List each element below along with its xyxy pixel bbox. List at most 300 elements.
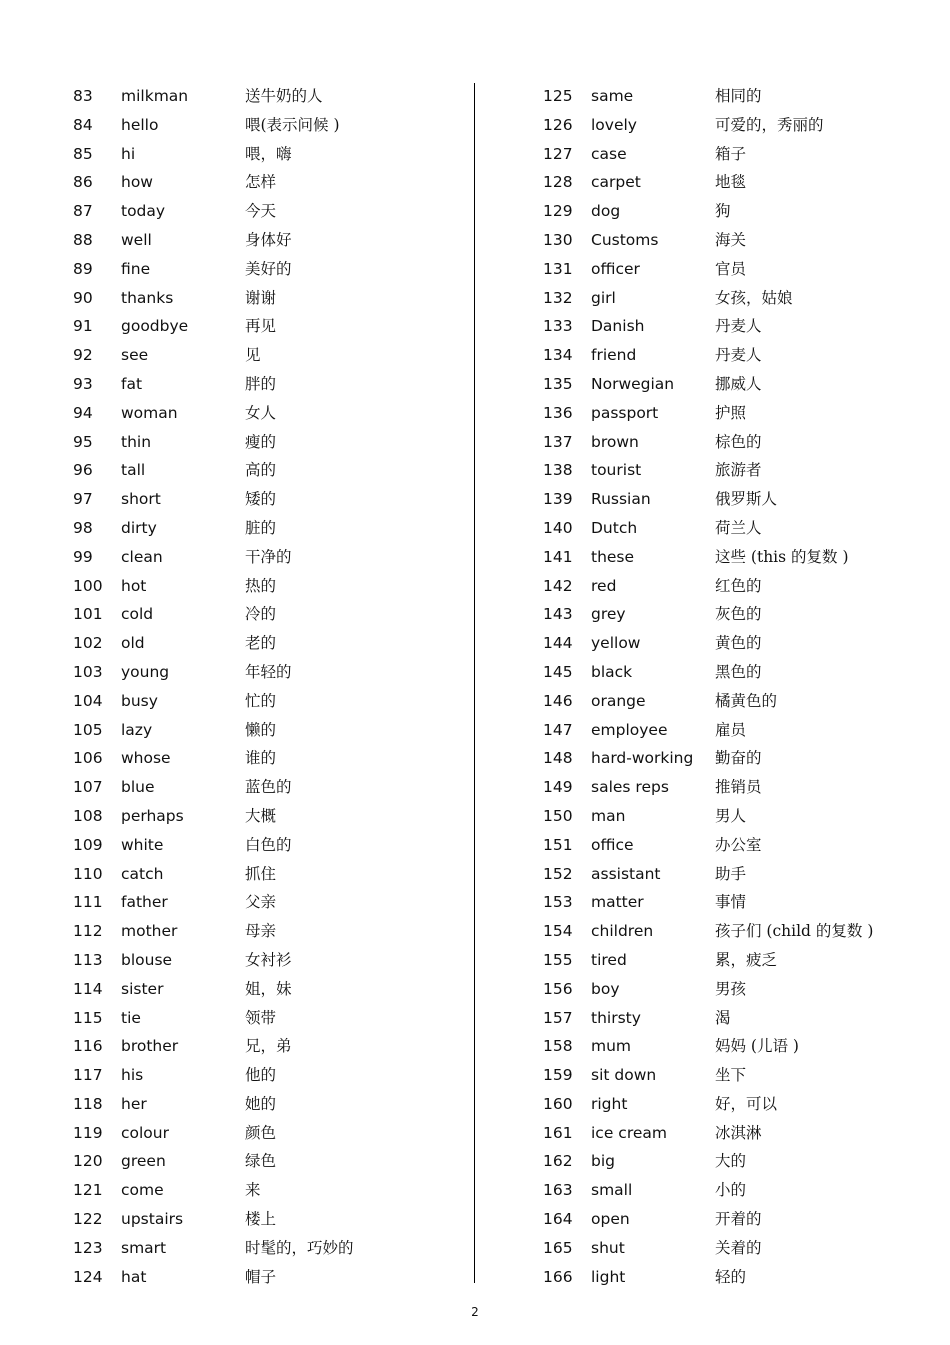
entry-number: 87 [73, 202, 93, 221]
vocab-row [73, 831, 453, 860]
vocab-row [543, 399, 933, 428]
vocab-row [73, 514, 453, 543]
entry-number: 134 [543, 346, 573, 365]
entry-number: 146 [543, 691, 573, 710]
chinese-meaning: 蓝色的 [245, 778, 292, 797]
entry-number: 104 [73, 691, 103, 710]
english-word: sister [121, 979, 164, 998]
chinese-meaning: 孩子们 (child 的复数 ) [715, 922, 874, 941]
english-word: open [591, 1210, 630, 1229]
entry-number: 155 [543, 950, 573, 969]
english-word: Danish [591, 317, 645, 336]
vocab-row [73, 1032, 453, 1061]
chinese-meaning: 懒的 [245, 720, 277, 739]
vocab-row [543, 1032, 933, 1061]
entry-number: 90 [73, 288, 93, 307]
english-word: goodbye [121, 317, 189, 336]
english-word: thirsty [591, 1008, 641, 1027]
english-word: tourist [591, 461, 642, 480]
english-word: colour [121, 1123, 169, 1142]
chinese-meaning: 可爱的，秀丽的 [715, 115, 824, 134]
chinese-meaning: 喂，嗨 [245, 144, 292, 163]
vocab-row [73, 572, 453, 601]
chinese-meaning: 颜色 [245, 1123, 277, 1142]
chinese-meaning: 姐，妹 [245, 979, 292, 998]
english-word: cold [121, 605, 154, 624]
chinese-meaning: 小的 [715, 1181, 747, 1200]
entry-number: 129 [543, 202, 573, 221]
english-word: same [591, 87, 634, 105]
entry-number: 121 [73, 1181, 103, 1200]
english-word: dirty [121, 518, 157, 537]
vocab-row [543, 1176, 933, 1205]
english-word: yellow [591, 634, 641, 653]
entry-number: 97 [73, 490, 93, 509]
english-word: green [121, 1152, 166, 1171]
entry-number: 86 [73, 173, 93, 192]
english-word: white [121, 835, 164, 854]
entry-number: 147 [543, 720, 573, 739]
entry-number: 111 [73, 893, 103, 912]
chinese-meaning: 忙的 [245, 691, 277, 710]
entry-number: 163 [543, 1181, 573, 1200]
english-word: these [591, 547, 635, 566]
vocab-row [73, 197, 453, 226]
chinese-meaning: 挪威人 [715, 374, 762, 393]
chinese-meaning: 领带 [245, 1008, 277, 1027]
entry-number: 165 [543, 1238, 573, 1257]
entry-number: 94 [73, 403, 93, 422]
entry-number: 156 [543, 979, 573, 998]
vocab-row [543, 600, 933, 629]
english-word: old [121, 634, 145, 653]
chinese-meaning: 美好的 [245, 259, 292, 278]
english-word: hat [121, 1267, 147, 1286]
entry-number: 117 [73, 1066, 103, 1085]
vocab-row [543, 514, 933, 543]
chinese-meaning: 办公室 [715, 835, 762, 854]
chinese-meaning: 父亲 [245, 893, 277, 912]
entry-number: 164 [543, 1210, 573, 1229]
vocab-row [543, 1205, 933, 1234]
english-word: shut [591, 1238, 625, 1257]
english-word: hi [121, 144, 136, 163]
entry-number: 96 [73, 461, 93, 480]
page-number: 2 [471, 1305, 479, 1319]
vocab-row [73, 600, 453, 629]
vocab-row [543, 658, 933, 687]
english-word: young [121, 662, 170, 681]
chinese-meaning: 抓住 [245, 864, 277, 883]
chinese-meaning: 推销员 [715, 778, 762, 797]
entry-number: 144 [543, 634, 573, 653]
chinese-meaning: 谁的 [245, 749, 277, 768]
english-word: case [591, 144, 627, 163]
vocab-row [543, 255, 933, 284]
chinese-meaning: 男孩 [715, 979, 747, 998]
english-word: tall [121, 461, 146, 480]
vocab-row [73, 370, 453, 399]
chinese-meaning: 大的 [715, 1152, 747, 1171]
entry-number: 137 [543, 432, 573, 451]
vocab-row [543, 312, 933, 341]
entry-number: 83 [73, 87, 93, 105]
entry-number: 166 [543, 1267, 573, 1286]
chinese-meaning: 见 [245, 346, 261, 365]
entry-number: 143 [543, 605, 573, 624]
english-word: sit down [591, 1066, 657, 1085]
chinese-meaning: 轻的 [715, 1267, 747, 1286]
chinese-meaning: 女人 [245, 403, 277, 422]
chinese-meaning: 再见 [245, 317, 277, 336]
chinese-meaning: 狗 [715, 202, 731, 221]
entry-number: 93 [73, 374, 93, 393]
chinese-meaning: 荷兰人 [715, 518, 762, 537]
english-word: thin [121, 432, 152, 451]
chinese-meaning: 关着的 [715, 1238, 762, 1257]
vocab-row [543, 572, 933, 601]
chinese-meaning: 冰淇淋 [715, 1123, 762, 1142]
english-word: light [591, 1267, 626, 1286]
vocab-row [543, 197, 933, 226]
english-word: mother [121, 922, 178, 941]
english-word: employee [591, 720, 668, 739]
entry-number: 122 [73, 1210, 103, 1229]
chinese-meaning: 棕色的 [715, 432, 762, 451]
entry-number: 136 [543, 403, 573, 422]
vocab-row [73, 168, 453, 197]
entry-number: 139 [543, 490, 573, 509]
english-word: ice cream [591, 1123, 667, 1142]
entry-number: 162 [543, 1152, 573, 1171]
entry-number: 124 [73, 1267, 103, 1286]
chinese-meaning: 男人 [715, 806, 747, 825]
english-word: perhaps [121, 806, 184, 825]
entry-number: 131 [543, 259, 573, 278]
column-divider [474, 83, 475, 1283]
english-word: see [121, 346, 149, 365]
entry-number: 152 [543, 864, 573, 883]
english-word: smart [121, 1238, 167, 1257]
english-word: whose [121, 749, 171, 768]
entry-number: 102 [73, 634, 103, 653]
vocab-row [73, 802, 453, 831]
entry-number: 101 [73, 605, 103, 624]
vocab-row [73, 456, 453, 485]
entry-number: 120 [73, 1152, 103, 1171]
chinese-meaning: 红色的 [715, 576, 762, 595]
vocab-row [73, 744, 453, 773]
entry-number: 116 [73, 1037, 103, 1056]
vocab-row [73, 1234, 453, 1263]
entry-number: 150 [543, 806, 573, 825]
entry-number: 113 [73, 950, 103, 969]
english-word: orange [591, 691, 646, 710]
chinese-meaning: 白色的 [245, 835, 292, 854]
chinese-meaning: 怎样 [245, 173, 277, 192]
english-word: Dutch [591, 518, 638, 537]
vocab-row [73, 1263, 453, 1292]
entry-number: 118 [73, 1094, 103, 1113]
chinese-meaning: 好，可以 [715, 1094, 778, 1113]
chinese-meaning: 俄罗斯人 [715, 490, 778, 509]
entry-number: 91 [73, 317, 93, 336]
chinese-meaning: 干净的 [245, 547, 292, 566]
vocab-row [543, 1090, 933, 1119]
chinese-meaning: 黑色的 [715, 662, 762, 681]
chinese-meaning: 楼上 [245, 1210, 277, 1229]
vocab-row [73, 226, 453, 255]
vocab-row [543, 946, 933, 975]
vocab-row [543, 428, 933, 457]
entry-number: 114 [73, 979, 103, 998]
chinese-meaning: 来 [245, 1181, 261, 1200]
vocab-row [543, 1234, 933, 1263]
vocab-row [73, 716, 453, 745]
english-word: office [591, 835, 634, 854]
entry-number: 161 [543, 1123, 573, 1142]
english-word: lovely [591, 115, 637, 134]
chinese-meaning: 高的 [245, 461, 277, 480]
english-word: hard-working [591, 749, 694, 768]
english-word: officer [591, 259, 640, 278]
vocab-row [543, 341, 933, 370]
english-word: black [591, 662, 633, 681]
entry-number: 142 [543, 576, 573, 595]
entry-number: 127 [543, 144, 573, 163]
chinese-meaning: 丹麦人 [715, 317, 762, 336]
entry-number: 148 [543, 749, 573, 768]
vocab-row [543, 802, 933, 831]
entry-number: 98 [73, 518, 93, 537]
entry-number: 123 [73, 1238, 103, 1257]
entry-number: 149 [543, 778, 573, 797]
english-word: come [121, 1181, 164, 1200]
vocab-row [543, 888, 933, 917]
chinese-meaning: 她的 [245, 1094, 277, 1113]
entry-number: 159 [543, 1066, 573, 1085]
vocab-row [73, 485, 453, 514]
english-word: girl [591, 288, 616, 307]
chinese-meaning: 雇员 [715, 720, 747, 739]
chinese-meaning: 地毯 [715, 173, 747, 192]
entry-number: 89 [73, 259, 93, 278]
entry-number: 130 [543, 230, 573, 249]
vocab-row [73, 773, 453, 802]
vocab-row [73, 255, 453, 284]
chinese-meaning: 绿色 [245, 1152, 277, 1171]
chinese-meaning: 他的 [245, 1066, 277, 1085]
chinese-meaning: 橘黄色的 [715, 691, 778, 710]
chinese-meaning: 送牛奶的人 [245, 87, 323, 105]
chinese-meaning: 热的 [245, 576, 277, 595]
vocab-row [543, 1263, 933, 1292]
vocab-row [543, 744, 933, 773]
chinese-meaning: 大概 [245, 806, 277, 825]
vocab-row [73, 1004, 453, 1033]
entry-number: 92 [73, 346, 93, 365]
english-word: children [591, 922, 654, 941]
vocab-row [543, 140, 933, 169]
english-word: Customs [591, 230, 659, 249]
chinese-meaning: 母亲 [245, 922, 277, 941]
chinese-meaning: 事情 [715, 893, 747, 912]
entry-number: 105 [73, 720, 103, 739]
vocab-row [543, 1119, 933, 1148]
english-word: hot [121, 576, 147, 595]
entry-number: 132 [543, 288, 573, 307]
entry-number: 115 [73, 1008, 103, 1027]
entry-number: 109 [73, 835, 103, 854]
english-word: friend [591, 346, 637, 365]
vocab-row [543, 716, 933, 745]
vocab-row [73, 1061, 453, 1090]
entry-number: 158 [543, 1037, 573, 1056]
vocab-row [73, 975, 453, 1004]
vocab-row [73, 284, 453, 313]
entry-number: 110 [73, 864, 103, 883]
chinese-meaning: 矮的 [245, 490, 277, 509]
vocab-row [73, 1205, 453, 1234]
chinese-meaning: 脏的 [245, 518, 277, 537]
vocab-row [543, 629, 933, 658]
entry-number: 133 [543, 317, 573, 336]
chinese-meaning: 渴 [715, 1008, 731, 1027]
chinese-meaning: 喂(表示问候 ) [245, 115, 340, 134]
english-word: dog [591, 202, 621, 221]
vocab-row [73, 658, 453, 687]
vocab-row [73, 946, 453, 975]
chinese-meaning: 箱子 [715, 144, 747, 163]
chinese-meaning: 冷的 [245, 605, 277, 624]
english-word: clean [121, 547, 163, 566]
chinese-meaning: 身体好 [245, 230, 292, 249]
english-word: Russian [591, 490, 651, 509]
chinese-meaning: 瘦的 [245, 432, 277, 451]
entry-number: 140 [543, 518, 573, 537]
english-word: carpet [591, 173, 641, 192]
entry-number: 107 [73, 778, 103, 797]
vocab-row [543, 82, 933, 111]
vocab-row [543, 1004, 933, 1033]
entry-number: 112 [73, 922, 103, 941]
english-word: small [591, 1181, 633, 1200]
chinese-meaning: 黄色的 [715, 634, 762, 653]
vocab-row [73, 1176, 453, 1205]
vocab-row [73, 111, 453, 140]
english-word: big [591, 1152, 615, 1171]
entry-number: 154 [543, 922, 573, 941]
chinese-meaning: 时髦的，巧妙的 [245, 1238, 354, 1257]
vocab-row [543, 485, 933, 514]
chinese-meaning: 护照 [715, 403, 747, 422]
vocab-row [73, 917, 453, 946]
english-word: right [591, 1094, 628, 1113]
chinese-meaning: 这些 (this 的复数 ) [715, 547, 849, 566]
english-word: upstairs [121, 1210, 184, 1229]
right-vocabulary-column [543, 82, 933, 1291]
chinese-meaning: 丹麦人 [715, 346, 762, 365]
chinese-meaning: 勤奋的 [715, 749, 762, 768]
chinese-meaning: 官员 [715, 259, 747, 278]
vocab-row [543, 284, 933, 313]
vocab-row [543, 687, 933, 716]
vocab-row [543, 917, 933, 946]
entry-number: 106 [73, 749, 103, 768]
chinese-meaning: 海关 [715, 230, 747, 249]
vocab-row [543, 370, 933, 399]
entry-number: 145 [543, 662, 573, 681]
vocab-row [73, 428, 453, 457]
entry-number: 138 [543, 461, 573, 480]
vocab-row [73, 312, 453, 341]
english-word: milkman [121, 87, 189, 105]
vocab-row [73, 1119, 453, 1148]
vocab-row [73, 543, 453, 572]
english-word: hello [121, 115, 159, 134]
english-word: catch [121, 864, 164, 883]
english-word: busy [121, 691, 158, 710]
chinese-meaning: 女孩，姑娘 [715, 288, 793, 307]
chinese-meaning: 今天 [245, 202, 277, 221]
entry-number: 153 [543, 893, 573, 912]
chinese-meaning: 胖的 [245, 374, 277, 393]
chinese-meaning: 助手 [715, 864, 747, 883]
english-word: father [121, 893, 168, 912]
english-word: assistant [591, 864, 661, 883]
english-word: thanks [121, 288, 174, 307]
entry-number: 141 [543, 547, 573, 566]
entry-number: 128 [543, 173, 573, 192]
vocab-row [543, 111, 933, 140]
entry-number: 85 [73, 144, 93, 163]
entry-number: 151 [543, 835, 573, 854]
chinese-meaning: 女衬衫 [245, 950, 292, 969]
english-word: red [591, 576, 617, 595]
english-word: brown [591, 432, 639, 451]
english-word: her [121, 1094, 147, 1113]
english-word: his [121, 1066, 144, 1085]
english-word: man [591, 806, 626, 825]
vocab-row [543, 975, 933, 1004]
vocab-row [543, 168, 933, 197]
vocab-row [73, 399, 453, 428]
english-word: blouse [121, 950, 173, 969]
entry-number: 99 [73, 547, 93, 566]
vocab-row [73, 1147, 453, 1176]
vocab-row [543, 1147, 933, 1176]
entry-number: 135 [543, 374, 573, 393]
entry-number: 84 [73, 115, 93, 134]
vocab-row [543, 226, 933, 255]
chinese-meaning: 相同的 [715, 87, 762, 105]
vocab-row [73, 1090, 453, 1119]
english-word: mum [591, 1037, 632, 1056]
chinese-meaning: 旅游者 [715, 461, 762, 480]
vocab-row [543, 1061, 933, 1090]
vocab-row [73, 341, 453, 370]
vocab-row [543, 543, 933, 572]
vocab-row [543, 860, 933, 889]
entry-number: 125 [543, 87, 573, 105]
english-word: sales reps [591, 778, 669, 797]
english-word: brother [121, 1037, 179, 1056]
english-word: tired [591, 950, 627, 969]
vocab-row [73, 629, 453, 658]
english-word: blue [121, 778, 155, 797]
entry-number: 108 [73, 806, 103, 825]
english-word: today [121, 202, 166, 221]
